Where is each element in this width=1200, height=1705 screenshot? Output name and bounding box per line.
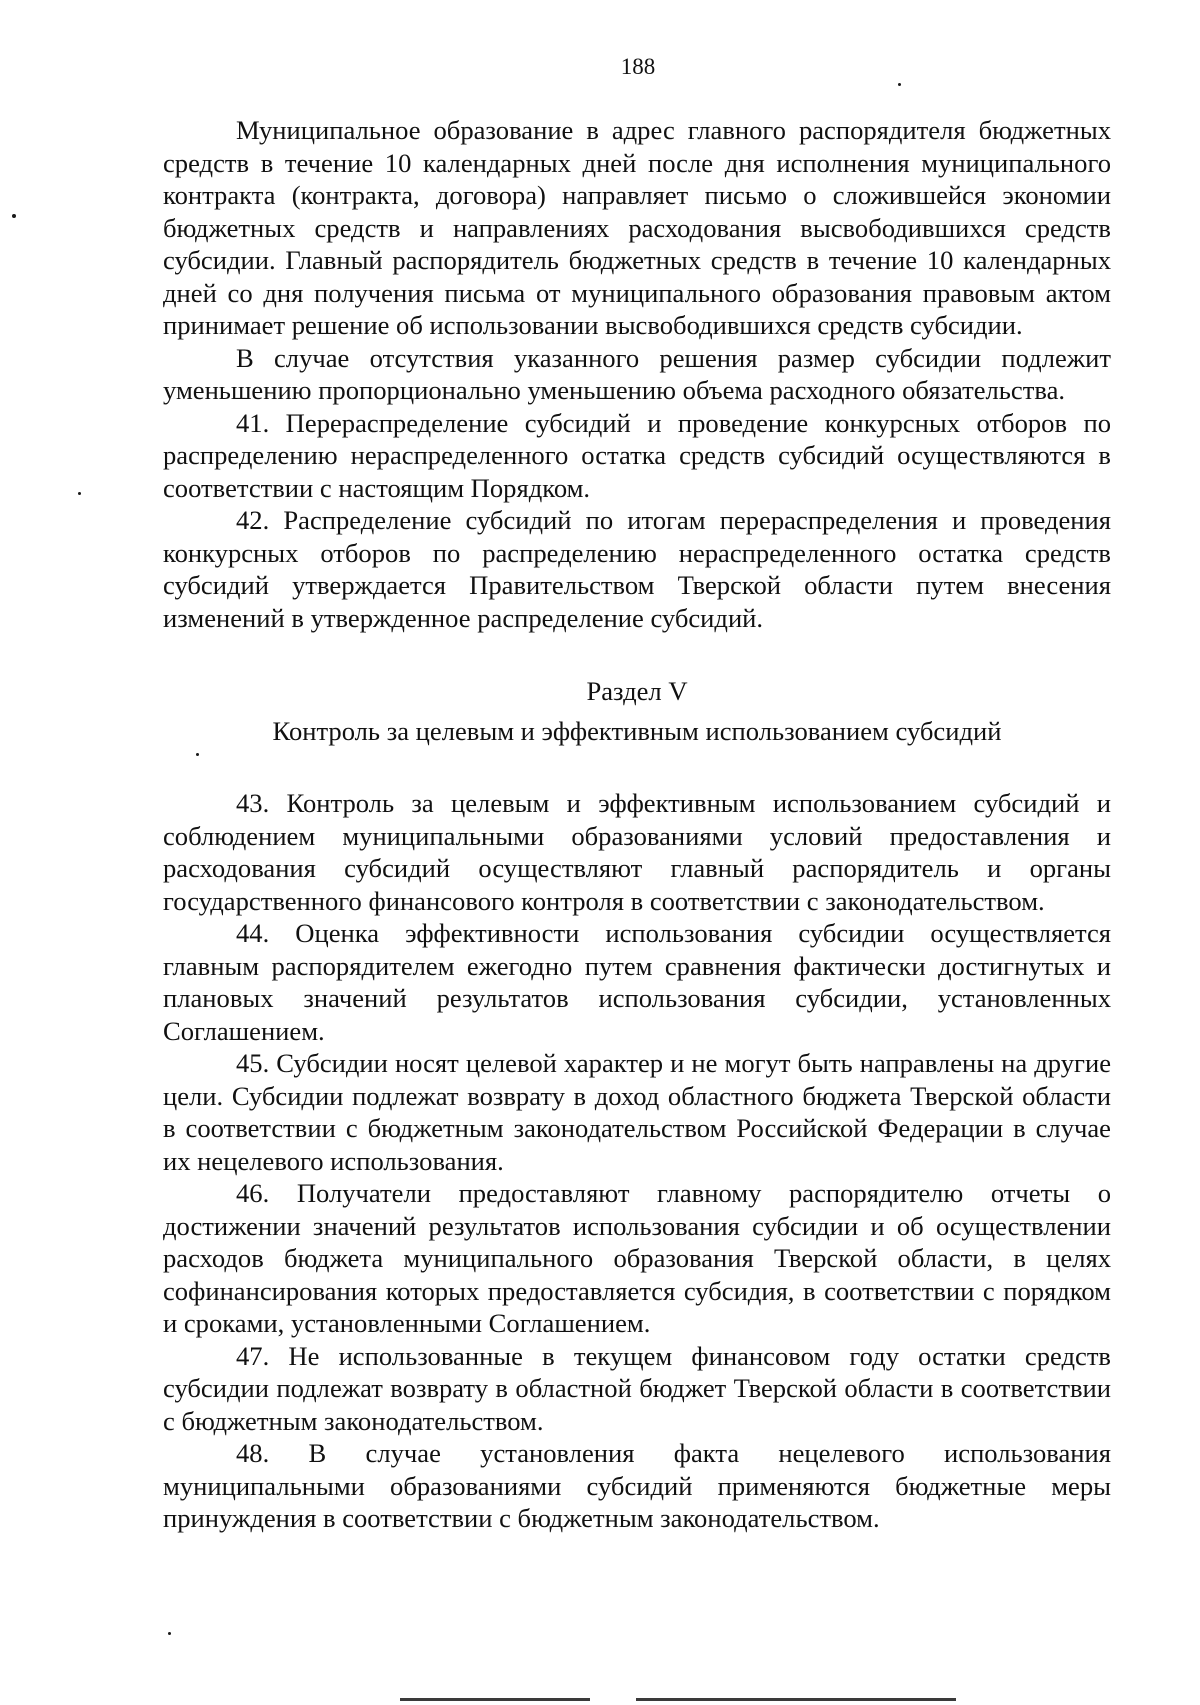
paragraph: 47. Не использованные в текущем финансовом году остатки средств субсидии подлежат возврату в областной бюджет Тверской области в соответствии с бюджетным законодательством. [163, 1340, 1111, 1436]
paragraph: 41. Перераспределение субсидий и проведение конкурсных отборов по распределению нераспределенного остатка средств субсидий осуществляются в соответствии с настоящим Порядком. [163, 407, 1111, 503]
document-body [163, 114, 1111, 1535]
scan-speck [898, 83, 901, 86]
paragraph: 44. Оценка эффективности использования субсидии осуществляется главным распорядителем ежегодно путем сравнения фактически достигнутых и плановых значений результатов использования субсидии, установленных Соглашением. [163, 918, 1111, 1046]
scan-speck [12, 214, 16, 218]
page-bottom-rule [400, 1698, 590, 1701]
paragraph: В случае отсутствия указанного решения размер субсидии подлежит уменьшению пропорционально уменьшению объема расходного обязательства. [163, 342, 1111, 405]
section-number: Раздел V [586, 676, 688, 706]
paragraph: 42. Распределение субсидий по итогам перераспределения и проведения конкурсных отборов по распределению нераспределенного остатка средств субсидий утверждается Правительством Тверской области путем внесения изменений в утвержденное распределение субсидий. [163, 505, 1111, 633]
scan-speck [168, 1632, 171, 1635]
page-bottom-rule [636, 1698, 956, 1701]
paragraph: 46. Получатели предоставляют главному распорядителю отчеты о достижении значений результатов использования субсидии и об осуществлении расходов бюджета муниципального образования Тверской области, в целях софинансирования которых предоставляется субсидия, в соответствии с порядком и сроками, установленными Соглашением. [163, 1178, 1111, 1338]
section-title: Контроль за целевым и эффективным использованием субсидий [272, 715, 1002, 746]
paragraph: 48. В случае установления факта нецелевого использования муниципальными образованиями субсидий применяются бюджетные меры принуждения в соответствии с бюджетным законодательством. [163, 1438, 1111, 1533]
paragraph: 43. Контроль за целевым и эффективным использованием субсидий и соблюдением муниципальными образованиями условий предоставления и расходования субсидий осуществляют главный распорядитель и органы государственного финансового контроля в соответствии с законодательством. [163, 788, 1111, 916]
scan-speck [78, 492, 81, 495]
paragraph: Муниципальное образование в адрес главного распорядителя бюджетных средств в течение 10 календарных дней после дня исполнения муниципального контракта (контракта, договора) направляет письмо о сложившейся экономии бюджетных средств и направлениях расходования высвободившихся средств субсидии. Главный распорядитель бюджетных средств в течение 10 календарных дней со дня получения письма от муниципального образования правовым актом принимает решение об использовании высвободившихся средств субсидии. [163, 115, 1111, 340]
paragraph: 45. Субсидии носят целевой характер и не могут быть направлены на другие цели. Субсидии подлежат возврату в доход областного бюджета Тверской области в соответствии с бюджетным законодательством Российской Федерации в случае их нецелевого использования. [163, 1048, 1111, 1176]
page-number: 188 [620, 54, 656, 79]
